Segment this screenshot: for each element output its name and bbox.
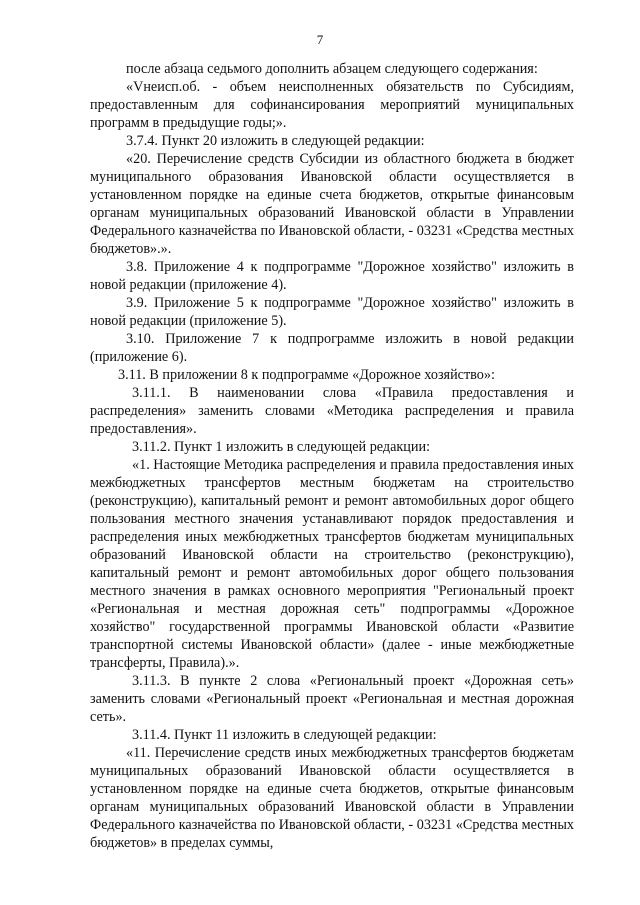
paragraph-3-11-2: 3.11.2. Пункт 1 изложить в следующей редакции:: [132, 439, 431, 455]
paragraph-3-8: 3.8. Приложение 4 к подпрограмме "Дорожное хозяйство" изложить в новой редакции (приложение 4).: [90, 259, 574, 293]
paragraph-point-20: «20. Перечисление средств Субсидии из областного бюджета в бюджет муниципального образования Ивановской области осуществляется в установленном порядке на единые счета бюджетов, открытые финансовым органам муниципальных образований Ивановской области в Управлении Федерального казначейства по Ивановской области, - 03231 «Средства местных бюджетов».».: [90, 151, 574, 257]
document-body: [90, 60, 574, 852]
page-number: 7: [316, 32, 324, 47]
paragraph-3-10: 3.10. Приложение 7 к подпрограмме изложить в новой редакции (приложение 6).: [90, 331, 574, 365]
paragraph-3-7-4: 3.7.4. Пункт 20 изложить в следующей редакции:: [126, 133, 425, 149]
paragraph-3-11-3: 3.11.3. В пункте 2 слова «Региональный проект «Дорожная сеть» заменить словами «Региональный проект «Региональная и местная дорожная сеть».: [90, 673, 574, 725]
paragraph-intro: после абзаца седьмого дополнить абзацем следующего содержания:: [126, 61, 538, 77]
paragraph-3-11-1: 3.11.1. В наименовании слова «Правила предоставления и распределения» заменить словами «Методика распределения и правила предоставления».: [90, 385, 574, 437]
paragraph-formula-definition: «Vнеисп.об. - объем неисполненных обязательств по Субсидиям, предоставленным для софинансирования мероприятий муниципальных программ в предыдущие годы;».: [90, 79, 574, 131]
paragraph-3-11: 3.11. В приложении 8 к подпрограмме «Дорожное хозяйство»:: [118, 367, 495, 383]
paragraph-point-1: «1. Настоящие Методика распределения и правила предоставления иных межбюджетных трансфертов местным бюджетам на строительство (реконструкцию), капитальный ремонт и ремонт автомобильных дорог общего пользования местного значения устанавливают порядок предоставления и распределения иных межбюджетных трансфертов бюджетам муниципальных образований Ивановской области на строительство (реконструкцию), капитальный ремонт и ремонт автомобильных дорог общего пользования местного значения в рамках основного мероприятия "Региональный проект «Региональная и местная дорожная сеть" подпрограммы «Дорожное хозяйство" государственной программы Ивановской области «Развитие транспортной системы Ивановской области» (далее - иные межбюджетные трансферты, Правила).».: [90, 457, 574, 671]
paragraph-point-11: «11. Перечисление средств иных межбюджетных трансфертов бюджетам муниципальных образований Ивановской области осуществляется в установленном порядке на единые счета бюджетов, открытые финансовым органам муниципальных образований Ивановской области в Управлении Федерального казначейства по Ивановской области, - 03231 «Средства местных бюджетов» в пределах суммы,: [90, 745, 574, 851]
paragraph-3-11-4: 3.11.4. Пункт 11 изложить в следующей редакции:: [132, 727, 437, 743]
paragraph-3-9: 3.9. Приложение 5 к подпрограмме "Дорожное хозяйство" изложить в новой редакции (приложение 5).: [90, 295, 574, 329]
